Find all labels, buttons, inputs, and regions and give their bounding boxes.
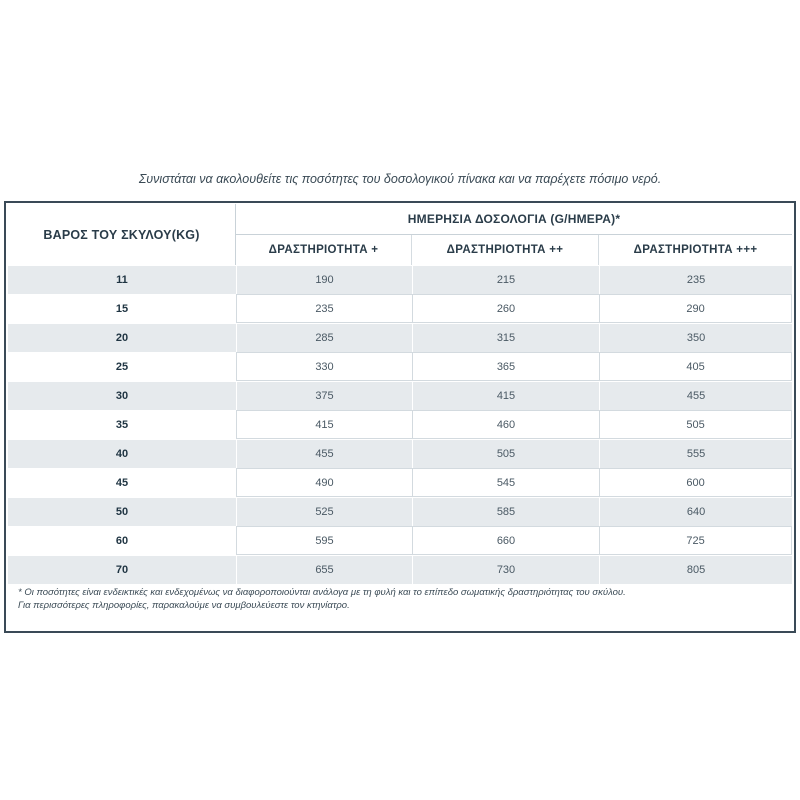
weight-cell: 20 (8, 323, 236, 352)
dosage-cell: 330 (236, 352, 412, 381)
dosage-cell: 585 (412, 497, 599, 526)
activity-low-header: ΔΡΑΣΤΗΡΙΟΤΗΤΑ + (236, 235, 412, 265)
dosage-cell: 405 (599, 352, 792, 381)
table-row (8, 468, 792, 497)
dosage-cell: 235 (599, 265, 792, 294)
dosage-cell: 460 (412, 410, 599, 439)
weight-cell: 15 (8, 294, 236, 323)
dosage-cell: 555 (599, 439, 792, 468)
dosage-cell: 365 (412, 352, 599, 381)
table-row (8, 294, 792, 323)
table-row (8, 555, 792, 584)
dosage-cell: 215 (412, 265, 599, 294)
table-row (8, 381, 792, 410)
dosage-cell: 505 (599, 410, 792, 439)
table-row (8, 497, 792, 526)
dosage-cell: 655 (236, 555, 412, 584)
footnote-vet-advice: Για περισσότερες πληροφορίες, παρακαλούμε να συμβουλεύεστε τον κτηνίατρο. (18, 600, 350, 611)
weight-cell: 35 (8, 410, 236, 439)
dosage-cell: 290 (599, 294, 792, 323)
table-row (8, 439, 792, 468)
dosage-cell: 190 (236, 265, 412, 294)
table-row (8, 526, 792, 555)
activity-medium-header: ΔΡΑΣΤΗΡΙΟΤΗΤΑ ++ (412, 235, 599, 265)
dosage-cell: 375 (236, 381, 412, 410)
dosage-cell: 490 (236, 468, 412, 497)
dosage-cell: 545 (412, 468, 599, 497)
dosage-cell: 600 (599, 468, 792, 497)
intro-text: Συνιστάται να ακολουθείτε τις ποσότητες του δοσολογικού πίνακα και να παρέχετε πόσιμο νερό. (138, 172, 662, 186)
dosage-cell: 455 (599, 381, 792, 410)
dosage-cell: 260 (412, 294, 599, 323)
dosage-cell: 525 (236, 497, 412, 526)
activity-high-header: ΔΡΑΣΤΗΡΙΟΤΗΤΑ +++ (633, 244, 758, 256)
dosage-table-body (8, 265, 792, 584)
footnote-disclaimer: * Οι ποσότητες είναι ενδεικτικές και ενδεχομένως να διαφοροποιούνται ανάλογα με τη φυλή και το επίπεδο σωματικής δραστηριότητας του σκύλου. (18, 587, 626, 598)
weight-cell: 40 (8, 439, 236, 468)
footnote (18, 586, 788, 612)
dosage-cell: 415 (412, 381, 599, 410)
dosage-cell: 350 (599, 323, 792, 352)
dosage-cell: 235 (236, 294, 412, 323)
dosage-cell: 415 (236, 410, 412, 439)
dosage-cell: 285 (236, 323, 412, 352)
dosage-cell: 315 (412, 323, 599, 352)
weight-column-header: ΒΑΡΟΣ ΤΟΥ ΣΚΥΛΟΥ(KG) (8, 204, 236, 265)
dosage-cell: 640 (599, 497, 792, 526)
dosage-panel (4, 201, 796, 633)
dosage-cell: 730 (412, 555, 599, 584)
dosage-cell: 455 (236, 439, 412, 468)
table-row (8, 410, 792, 439)
dosage-table (8, 204, 792, 584)
daily-dosage-header: ΗΜΕΡΗΣΙΑ ΔΟΣΟΛΟΓΙΑ (G/ΗΜΕΡΑ)* (236, 204, 792, 235)
dosage-cell: 660 (412, 526, 599, 555)
weight-cell: 25 (8, 352, 236, 381)
weight-cell: 11 (8, 265, 236, 294)
weight-cell: 70 (8, 555, 236, 584)
dosage-cell: 805 (599, 555, 792, 584)
dosage-cell: 505 (412, 439, 599, 468)
table-row (8, 265, 792, 294)
weight-cell: 60 (8, 526, 236, 555)
weight-cell: 50 (8, 497, 236, 526)
weight-cell: 45 (8, 468, 236, 497)
dosage-cell: 595 (236, 526, 412, 555)
dosage-cell: 725 (599, 526, 792, 555)
table-row (8, 352, 792, 381)
table-row (8, 323, 792, 352)
weight-cell: 30 (8, 381, 236, 410)
